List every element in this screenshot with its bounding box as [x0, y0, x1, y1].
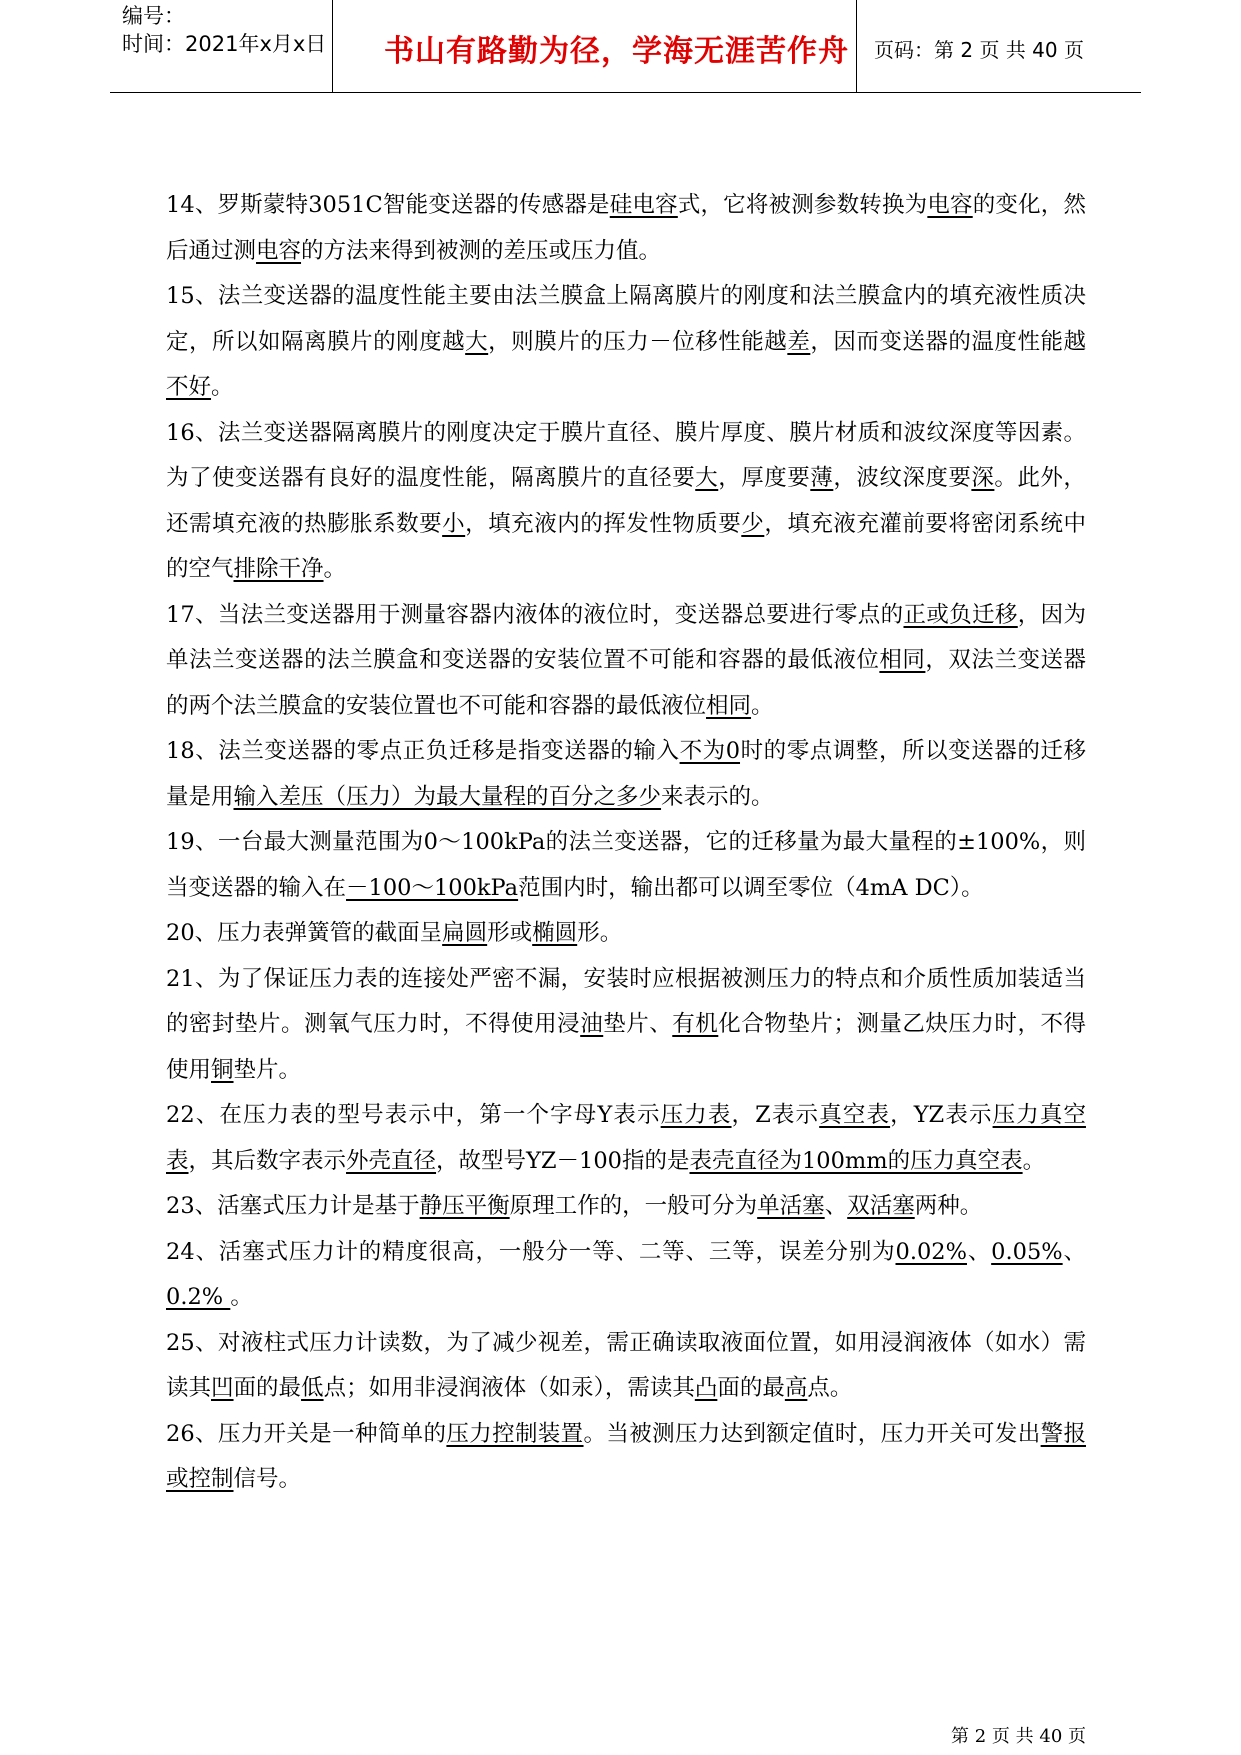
question-text: 面的最 [233, 1375, 302, 1401]
question-text: 、 [824, 1193, 848, 1219]
answer-blank: 凹 [211, 1375, 234, 1401]
question-text: 15、法兰变送器的温度性能主要由法兰膜盒上隔离膜片的刚度和法兰膜盒内的填充液性质决定，所以如隔离膜片的刚度越 [166, 283, 1086, 355]
question-text: 的方法来得到被测的差压或压力值。 [301, 237, 662, 264]
answer-blank: 电容 [927, 192, 973, 218]
answer-blank: 外壳直径 [346, 1147, 437, 1174]
date-label: 时间：2021年x月x日 [122, 32, 327, 56]
question-paragraph [166, 274, 1086, 411]
question-text: 的变化，然后通过测 [166, 192, 1086, 264]
question-text: 点；如用非浸润液体（如汞），需读其 [323, 1375, 695, 1401]
answer-blank: 电容 [256, 237, 302, 264]
answer-blank: 高 [784, 1375, 808, 1401]
answer-blank: 铜 [211, 1056, 234, 1083]
answer-blank: 油 [580, 1011, 604, 1037]
question-text: 信号。 [233, 1466, 302, 1492]
answer-blank: 低 [301, 1375, 324, 1401]
question-text: 24、活塞式压力计的精度很高，一般分一等、二等、三等，误差分别为 [166, 1238, 896, 1265]
answer-blank: 静压平衡 [419, 1193, 510, 1219]
question-paragraph [166, 1412, 1086, 1503]
answer-blank: 排除干净 [233, 556, 324, 582]
answer-blank: 小 [442, 510, 466, 537]
question-text: 范围内时，输出都可以调至零位（4mA DC）。 [518, 874, 984, 901]
answer-blank: 输入差压（压力）为最大量程的百分之多少 [233, 783, 662, 810]
question-text: ，Z表示 [731, 1102, 820, 1128]
question-text: 26、压力开关是一种简单的 [166, 1420, 447, 1447]
header-motto: 书山有路勤为径，学海无涯苦作舟 [384, 34, 849, 69]
question-paragraph [166, 593, 1086, 730]
question-text: 两种。 [914, 1193, 983, 1219]
question-text: 来表示的。 [661, 783, 774, 810]
question-text: 16、法兰变送器隔离膜片的刚度决定于膜片直径、膜片厚度、膜片材质和波纹深度等因素。为了使变送器有良好的温度性能，隔离膜片的直径要 [166, 419, 1086, 491]
question-text: 。 [211, 374, 234, 400]
answer-blank: 警报或控制 [166, 1420, 1086, 1492]
page-header [110, 0, 1141, 93]
answer-blank: 双活塞 [847, 1193, 915, 1219]
question-text: ，因而变送器的温度性能越 [810, 328, 1086, 355]
question-text: ，YZ表示 [890, 1102, 993, 1128]
question-paragraph [166, 1230, 1086, 1321]
question-text: 。 [751, 692, 774, 719]
question-text: ，因为单法兰变送器的法兰膜盒和变送器的安装位置不可能和容器的最低液位 [166, 601, 1086, 673]
answer-blank: 0.2% [166, 1284, 231, 1310]
answer-blank: 压力真空表 [166, 1102, 1086, 1174]
question-text: 时的零点调整，所以变送器的迁移量是用 [166, 738, 1086, 810]
answer-blank: 薄 [810, 465, 834, 491]
serial-number-label: 编号： [122, 4, 185, 28]
header-divider [332, 0, 333, 92]
question-text: 。 [323, 556, 347, 582]
question-paragraph [166, 1184, 1086, 1230]
question-text: 化合物垫片；测量乙炔压力时，不得使用 [166, 1011, 1086, 1083]
question-text: 19、一台最大测量范围为0～100kPa的法兰变送器，它的迁移量为最大量程的±100%，则当变送器的输入在 [166, 829, 1086, 901]
answer-blank: －100～100kPa [346, 874, 519, 901]
question-text: ，厚度要 [718, 465, 811, 491]
question-text: 式，它将被测参数转换为 [677, 192, 928, 218]
document-body [166, 183, 1086, 1503]
question-text: 面的最 [717, 1375, 785, 1401]
page-footer: 第 2 页 共 40 页 [951, 1726, 1086, 1747]
question-paragraph [166, 183, 1086, 274]
header-left [122, 2, 326, 58]
question-text: 25、对液柱式压力计读数，为了减少视差，需正确读取液面位置，如用浸润液体（如水）需读其 [166, 1329, 1086, 1401]
answer-blank: 相同 [879, 647, 926, 673]
question-text: 垫片。 [233, 1056, 302, 1083]
question-text: 17、当法兰变送器用于测量容器内液体的液位时，变送器总要进行零点的 [166, 601, 904, 628]
question-text: ，填充液内的挥发性物质要 [465, 510, 742, 537]
question-text: ，波纹深度要 [833, 465, 972, 491]
question-text: ，故型号YZ－100指的是 [436, 1147, 690, 1174]
answer-blank: 单活塞 [757, 1193, 825, 1219]
question-paragraph [166, 1093, 1086, 1184]
question-text: ，则膜片的压力－位移性能越 [488, 328, 788, 355]
answer-blank: 差 [787, 328, 811, 355]
question-text: 形或 [487, 920, 533, 946]
question-text: 23、活塞式压力计是基于 [166, 1193, 420, 1219]
question-text: 20、压力表弹簧管的截面呈 [166, 920, 443, 946]
answer-blank: 不为0 [679, 738, 741, 764]
question-text: 18、法兰变送器的零点正负迁移是指变送器的输入 [166, 738, 680, 764]
question-paragraph [166, 911, 1086, 957]
answer-blank: 深 [971, 465, 995, 491]
question-text: ，双法兰变送器的两个法兰膜盒的安装位置也不可能和容器的最低液位 [166, 647, 1086, 719]
answer-blank: 凸 [694, 1375, 718, 1401]
answer-blank: 正或负迁移 [903, 601, 1018, 628]
question-text: 点。 [807, 1375, 853, 1401]
answer-blank: 大 [465, 328, 489, 355]
question-text: 、 [966, 1238, 992, 1265]
answer-blank: 硅电容 [609, 192, 678, 218]
answer-blank: 0.05% [991, 1238, 1063, 1265]
question-text: 22、在压力表的型号表示中，第一个字母Y表示 [166, 1102, 661, 1128]
question-text: 21、为了保证压力表的连接处严密不漏，安装时应根据被测压力的特点和介质性质加装适当的密封垫片。测氧气压力时，不得使用浸 [166, 965, 1086, 1037]
question-text: 垫片、 [603, 1011, 673, 1037]
header-page-info: 页码：第 2 页 共 40 页 [874, 38, 1084, 62]
answer-blank: 不好 [166, 374, 212, 400]
answer-blank: 0.02% [895, 1238, 967, 1265]
question-text: 形。 [577, 920, 623, 946]
question-text: 、 [1062, 1238, 1086, 1265]
question-text: ，填充液充灌前要将密闭系统中的空气 [166, 510, 1086, 582]
question-paragraph [166, 411, 1086, 593]
question-text: 14、罗斯蒙特3051C智能变送器的传感器是 [166, 192, 610, 218]
question-text: 。 [230, 1284, 253, 1310]
answer-blank: 扁圆 [442, 920, 488, 946]
answer-blank: 大 [695, 465, 719, 491]
question-text: 原理工作的，一般可分为 [509, 1193, 758, 1219]
header-divider [856, 0, 857, 92]
question-paragraph [166, 1321, 1086, 1412]
question-text: ，其后数字表示 [188, 1147, 347, 1174]
question-text: 。当被测压力达到额定值时，压力开关可发出 [583, 1420, 1041, 1447]
question-text: 。 [1022, 1147, 1046, 1174]
answer-blank: 相同 [706, 692, 752, 719]
question-paragraph [166, 820, 1086, 911]
answer-blank: 真空表 [819, 1102, 891, 1128]
answer-blank: 压力控制装置 [446, 1420, 584, 1447]
question-paragraph [166, 729, 1086, 820]
answer-blank: 椭圆 [532, 920, 578, 946]
answer-blank: 表壳直径为100mm的压力真空表 [689, 1147, 1023, 1174]
answer-blank: 少 [741, 510, 765, 537]
question-paragraph [166, 957, 1086, 1094]
question-text: 。此外，还需填充液的热膨胀系数要 [166, 465, 1086, 537]
answer-blank: 压力表 [660, 1102, 732, 1128]
answer-blank: 有机 [672, 1011, 719, 1037]
